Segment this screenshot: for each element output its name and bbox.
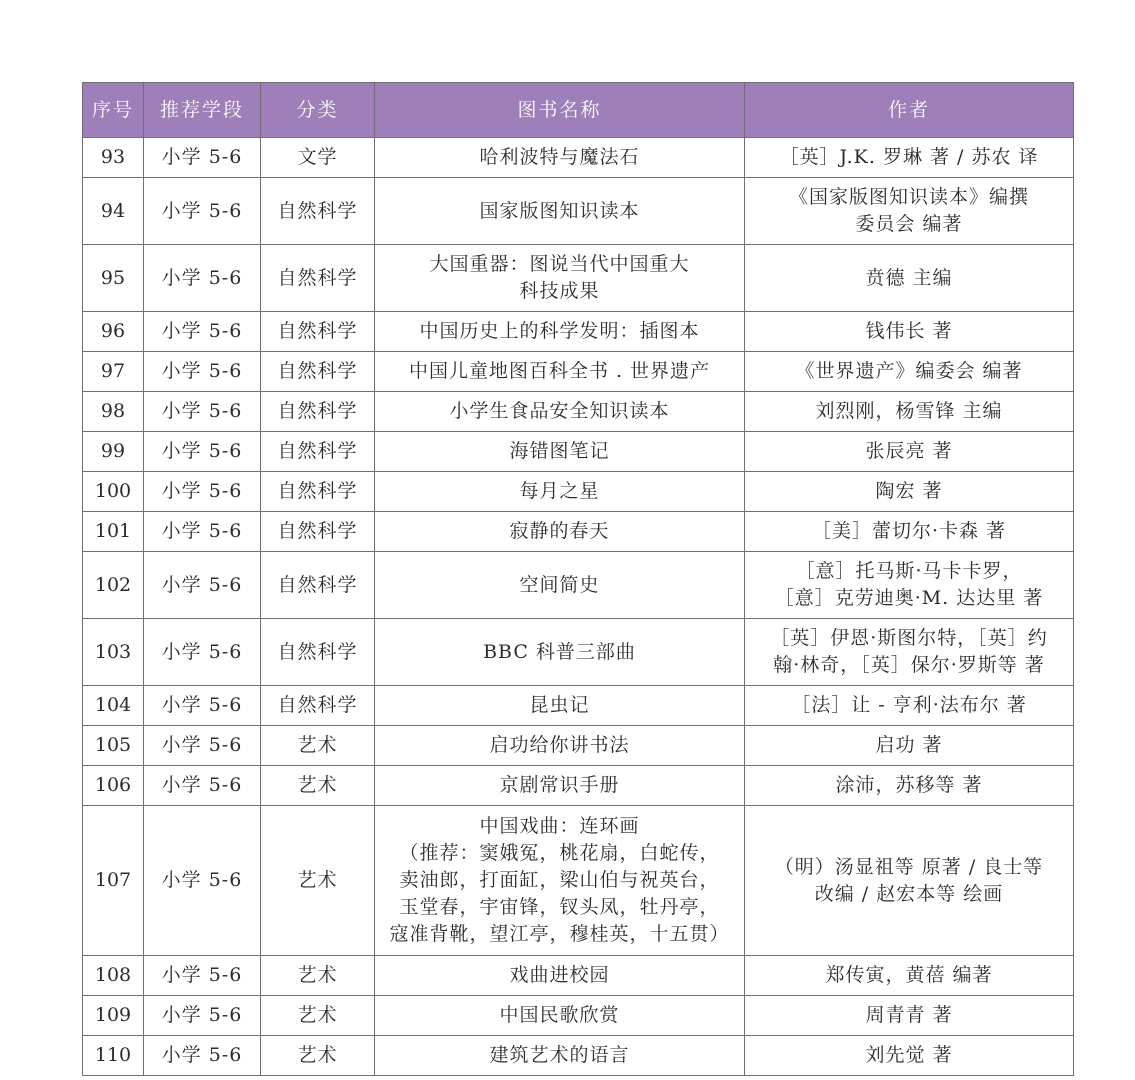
table-row: [83, 686, 1074, 726]
cell-seq: 102: [83, 552, 144, 619]
cell-category: 自然科学: [261, 392, 375, 432]
cell-seq: 110: [83, 1036, 144, 1076]
cell-stage: 小学 5-6: [144, 392, 261, 432]
cell-seq: 108: [83, 956, 144, 996]
cell-stage: 小学 5-6: [144, 686, 261, 726]
cell-stage: 小学 5-6: [144, 726, 261, 766]
cell-stage: 小学 5-6: [144, 312, 261, 352]
cell-title: 每月之星: [375, 472, 745, 512]
cell-title: 大国重器：图说当代中国重大 科技成果: [375, 245, 745, 312]
table-row: [83, 432, 1074, 472]
cell-author: ［意］托马斯·马卡卡罗， ［意］克劳迪奥·M. 达达里 著: [745, 552, 1074, 619]
table-row: [83, 996, 1074, 1036]
table-row: [83, 956, 1074, 996]
cell-author: 陶宏 著: [745, 472, 1074, 512]
table-row: [83, 392, 1074, 432]
cell-seq: 101: [83, 512, 144, 552]
table-row: [83, 138, 1074, 178]
cell-seq: 109: [83, 996, 144, 1036]
cell-author: 郑传寅，黄蓓 编著: [745, 956, 1074, 996]
cell-title: 哈利波特与魔法石: [375, 138, 745, 178]
cell-category: 自然科学: [261, 245, 375, 312]
table-row: [83, 766, 1074, 806]
cell-category: 艺术: [261, 766, 375, 806]
cell-stage: 小学 5-6: [144, 1036, 261, 1076]
table-row: [83, 312, 1074, 352]
cell-stage: 小学 5-6: [144, 619, 261, 686]
cell-category: 艺术: [261, 806, 375, 956]
cell-author: ［英］J.K. 罗琳 著 / 苏农 译: [745, 138, 1074, 178]
table-row: [83, 245, 1074, 312]
cell-category: 文学: [261, 138, 375, 178]
cell-stage: 小学 5-6: [144, 178, 261, 245]
cell-author: 《世界遗产》编委会 编著: [745, 352, 1074, 392]
cell-seq: 106: [83, 766, 144, 806]
cell-stage: 小学 5-6: [144, 552, 261, 619]
cell-title: 空间简史: [375, 552, 745, 619]
table-row: [83, 726, 1074, 766]
cell-stage: 小学 5-6: [144, 766, 261, 806]
cell-category: 艺术: [261, 996, 375, 1036]
cell-category: 艺术: [261, 726, 375, 766]
cell-category: 自然科学: [261, 352, 375, 392]
table-row: [83, 352, 1074, 392]
cell-category: 自然科学: [261, 312, 375, 352]
cell-stage: 小学 5-6: [144, 512, 261, 552]
cell-author: ［美］蕾切尔·卡森 著: [745, 512, 1074, 552]
cell-stage: 小学 5-6: [144, 996, 261, 1036]
cell-seq: 105: [83, 726, 144, 766]
cell-category: 自然科学: [261, 512, 375, 552]
cell-seq: 93: [83, 138, 144, 178]
cell-author: ［法］让 - 亨利·法布尔 著: [745, 686, 1074, 726]
cell-author: 涂沛，苏移等 著: [745, 766, 1074, 806]
cell-title: 中国历史上的科学发明：插图本: [375, 312, 745, 352]
cell-seq: 100: [83, 472, 144, 512]
cell-seq: 96: [83, 312, 144, 352]
cell-author: 《国家版图知识读本》编撰 委员会 编著: [745, 178, 1074, 245]
cell-title: 戏曲进校园: [375, 956, 745, 996]
table-row: [83, 806, 1074, 956]
table-row: [83, 472, 1074, 512]
book-list-table: [82, 82, 1074, 1076]
cell-title: 启功给你讲书法: [375, 726, 745, 766]
cell-author: 张辰亮 著: [745, 432, 1074, 472]
table-row: [83, 512, 1074, 552]
cell-title: 中国儿童地图百科全书 . 世界遗产: [375, 352, 745, 392]
cell-seq: 104: [83, 686, 144, 726]
cell-category: 自然科学: [261, 686, 375, 726]
cell-title: BBC 科普三部曲: [375, 619, 745, 686]
table-row: [83, 552, 1074, 619]
cell-title: 京剧常识手册: [375, 766, 745, 806]
table-row: [83, 619, 1074, 686]
cell-title: 中国民歌欣赏: [375, 996, 745, 1036]
cell-stage: 小学 5-6: [144, 806, 261, 956]
table-header: [83, 83, 1074, 138]
cell-title: 建筑艺术的语言: [375, 1036, 745, 1076]
table-body: [83, 138, 1074, 1076]
cell-stage: 小学 5-6: [144, 956, 261, 996]
cell-seq: 94: [83, 178, 144, 245]
cell-category: 艺术: [261, 1036, 375, 1076]
cell-author: 启功 著: [745, 726, 1074, 766]
cell-author: （明）汤显祖等 原著 / 良士等 改编 / 赵宏本等 绘画: [745, 806, 1074, 956]
table-row: [83, 1036, 1074, 1076]
cell-category: 自然科学: [261, 178, 375, 245]
cell-seq: 107: [83, 806, 144, 956]
header-author: 作者: [745, 83, 1074, 138]
cell-author: 刘先觉 著: [745, 1036, 1074, 1076]
cell-seq: 98: [83, 392, 144, 432]
table-row: [83, 178, 1074, 245]
cell-author: 贲德 主编: [745, 245, 1074, 312]
cell-category: 艺术: [261, 956, 375, 996]
cell-title: 海错图笔记: [375, 432, 745, 472]
cell-title: 昆虫记: [375, 686, 745, 726]
cell-title: 国家版图知识读本: [375, 178, 745, 245]
header-seq: 序号: [83, 83, 144, 138]
cell-stage: 小学 5-6: [144, 432, 261, 472]
cell-author: 刘烈刚，杨雪锋 主编: [745, 392, 1074, 432]
header-stage: 推荐学段: [144, 83, 261, 138]
header-category: 分类: [261, 83, 375, 138]
cell-author: 周青青 著: [745, 996, 1074, 1036]
header-row: [83, 83, 1074, 138]
header-title: 图书名称: [375, 83, 745, 138]
cell-category: 自然科学: [261, 619, 375, 686]
cell-stage: 小学 5-6: [144, 352, 261, 392]
cell-stage: 小学 5-6: [144, 245, 261, 312]
cell-category: 自然科学: [261, 552, 375, 619]
cell-seq: 95: [83, 245, 144, 312]
cell-seq: 103: [83, 619, 144, 686]
cell-stage: 小学 5-6: [144, 472, 261, 512]
cell-seq: 97: [83, 352, 144, 392]
cell-author: ［英］伊恩·斯图尔特，［英］约 翰·林奇，［英］保尔·罗斯等 著: [745, 619, 1074, 686]
cell-seq: 99: [83, 432, 144, 472]
cell-stage: 小学 5-6: [144, 138, 261, 178]
cell-category: 自然科学: [261, 472, 375, 512]
cell-title: 中国戏曲：连环画 （推荐：窦娥冤，桃花扇，白蛇传， 卖油郎，打面缸，梁山伯与祝英台， 玉堂春，宇宙锋，钗头凤，牡丹亭， 寇准背靴，望江亭，穆桂英，十五贯）: [375, 806, 745, 956]
cell-category: 自然科学: [261, 432, 375, 472]
cell-author: 钱伟长 著: [745, 312, 1074, 352]
cell-title: 小学生食品安全知识读本: [375, 392, 745, 432]
cell-title: 寂静的春天: [375, 512, 745, 552]
